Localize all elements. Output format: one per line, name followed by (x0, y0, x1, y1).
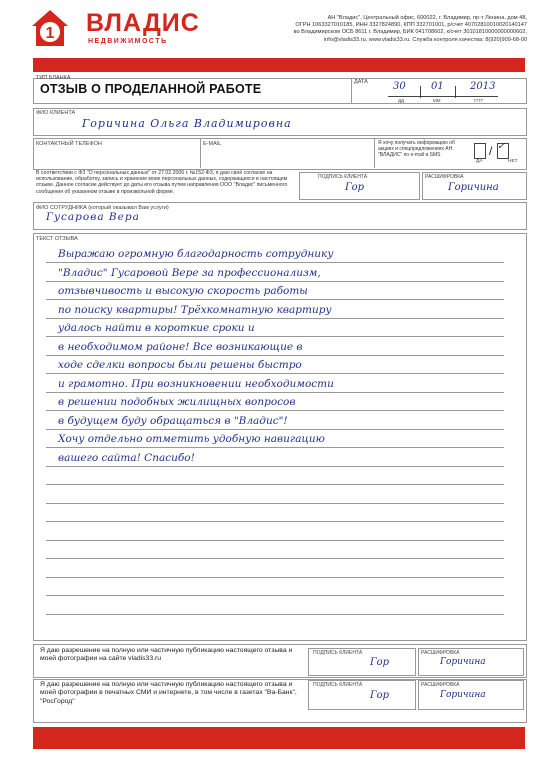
review-text-line: и грамотно. При возникновении необходимости (58, 377, 334, 390)
top-red-bar (33, 58, 525, 72)
brand-subtitle: НЕДВИЖИМОСТЬ (88, 38, 168, 45)
review-ruled-line (46, 540, 504, 541)
company-info (237, 15, 527, 44)
decode-value: Горичина (448, 182, 499, 193)
review-ruled-line (46, 392, 504, 393)
date-year: 2013 (470, 81, 496, 92)
form-type-label: ТИП БЛАНКА (36, 75, 71, 81)
review-ruled-line (46, 373, 504, 374)
perm-2-sign-value: Гор (370, 690, 390, 701)
review-ruled-line (46, 410, 504, 411)
review-ruled-line (46, 595, 504, 596)
review-ruled-line (46, 355, 504, 356)
client-name-value: Горичина Ольга Владимировна (82, 117, 292, 130)
perm-1-decode-label: РАСШИФРОВКА (421, 650, 460, 656)
review-text-line: в решении подобных жилищных вопросов (58, 396, 296, 408)
date-sub-day: ДД (398, 98, 405, 103)
perm-1-decode-value: Горичина (440, 657, 486, 667)
perm-2-decode-value: Горичина (440, 690, 486, 700)
review-ruled-line (46, 299, 504, 300)
date-label: ДАТА (354, 79, 368, 85)
no-label: НЕТ (508, 159, 518, 164)
review-ruled-line (46, 281, 504, 282)
company-info-line: во Владимирском ОСБ 8611 г. Владимир, БИК 041708602, к/счет 30101810000000000602, (293, 29, 527, 36)
perm-1-sign-value: Гор (370, 657, 390, 668)
date-sub-month: ММ (433, 98, 441, 103)
perm-2-sign-label: ПОДПИСЬ КЛИЕНТА (313, 682, 363, 688)
review-text-line: Выражаю огромную благодарность сотруднику (58, 248, 334, 260)
employee-label: ФИО СОТРУДНИКА (который оказывал Вам услуги) (36, 205, 169, 211)
review-text-line: в необходимом районе! Все возникающие в (58, 340, 303, 353)
date-separator (420, 86, 421, 98)
review-ruled-line (46, 503, 504, 504)
company-info-line: АН "Владис", Центральный офис, 600022, г. Владимир, пр-т Ленина, дом 48, (327, 15, 527, 21)
email-label: E-MAIL (203, 141, 222, 147)
consent-text: В соответствии с ФЗ "О персональных данных" от 27.02.2006 г. №152-ФЗ, я даю своё согласие на использование, обработку, запись и хранение моих персональных данных, содержащихся в настоящем отзыве. Данное согласие действует до даты его отзыва путем направления ООО "Владис" письменного сообщения об указанном отзыве в произвольной форме. (36, 170, 288, 195)
date-underline (388, 96, 498, 97)
review-text-line: "Владис" Гусаровой Вере за профессионализм, (58, 266, 321, 279)
decode-label: РАСШИФРОВКА (425, 174, 464, 180)
review-text-line: отзывчивость и высокую скорость работы (58, 285, 308, 297)
divider (374, 138, 375, 168)
review-ruled-line (46, 614, 504, 615)
yes-label: ДА (476, 159, 483, 164)
employee-name: Гусарова Вера (46, 211, 140, 223)
review-ruled-line (46, 466, 504, 467)
date-month: 01 (431, 81, 444, 92)
review-ruled-line (46, 577, 504, 578)
house-logo-icon (30, 8, 70, 48)
review-label: ТЕКСТ ОТЗЫВА (36, 236, 78, 242)
permission-1-text: Я даю разрешение на полную или частичную публикацию настоящего отзыва и моей фотографии на сайте vladis33.ru (40, 647, 293, 663)
form-title: ОТЗЫВ О ПРОДЕЛАННОЙ РАБОТЕ (40, 82, 262, 96)
permission-2-text: Я даю разрешение на полную или частичную публикацию настоящего отзыва и моей фотографии в печатных СМИ и интернете, в том числе в газетах "Ва-Банк", "РосГород" (40, 681, 297, 705)
review-text-line: вашего сайта! Спасибо! (58, 451, 195, 464)
review-ruled-line (46, 447, 504, 448)
divider (200, 138, 201, 168)
review-ruled-line (46, 262, 504, 263)
yes-checkbox[interactable] (474, 143, 486, 159)
client-name-label: ФИО КЛИЕНТА (36, 110, 76, 116)
no-checkbox-mark: ✓ (497, 141, 506, 152)
sign-value: Гор (345, 182, 365, 193)
newsletter-label: Я хочу получать информацию об акциях и спецпредложениях АН "ВЛАДИС" по e-mail и SMS (378, 140, 455, 158)
perm-1-sign-label: ПОДПИСЬ КЛИЕНТА (313, 650, 363, 656)
review-ruled-line (46, 521, 504, 522)
review-text-line: по поиску квартиры! Трёхкомнатную квартиру (58, 303, 332, 316)
company-info-line: info@vladis33.ru, www.vladis33.ru. Служба контроля качества: 8(920)909-68-00 (323, 36, 527, 43)
date-sub-year: ГГГГ (474, 98, 484, 103)
perm-2-decode-label: РАСШИФРОВКА (421, 682, 460, 688)
brand-logo (30, 8, 70, 48)
review-ruled-line (46, 336, 504, 337)
review-text-line: в будущем буду обращаться в "Владис"! (58, 414, 288, 427)
review-ruled-line (46, 558, 504, 559)
date-day: 30 (393, 81, 406, 92)
sign-label: ПОДПИСЬ КЛИЕНТА (318, 174, 368, 180)
review-ruled-line (46, 429, 504, 430)
phone-label: КОНТАКТНЫЙ ТЕЛЕФОН (36, 141, 102, 147)
company-info-line: ОГРН 1063327010185, ИНН 3327824890, КПП 332701001, р/счет 40702810010020140147 (295, 22, 527, 29)
brand-name: ВЛАДИС (86, 9, 200, 37)
review-text-line: Хочу отдельно отметить удобную навигацию (58, 433, 325, 445)
date-separator (455, 86, 456, 98)
review-text-line: удалось найти в короткие сроки и (58, 322, 255, 334)
slash-separator: / (489, 144, 493, 158)
review-ruled-line (46, 318, 504, 319)
review-text-line: ходе сделки вопросы были решены быстро (58, 359, 302, 371)
review-ruled-line (46, 484, 504, 485)
bottom-red-bar (33, 727, 525, 749)
logo-digit: 1 (45, 25, 55, 42)
